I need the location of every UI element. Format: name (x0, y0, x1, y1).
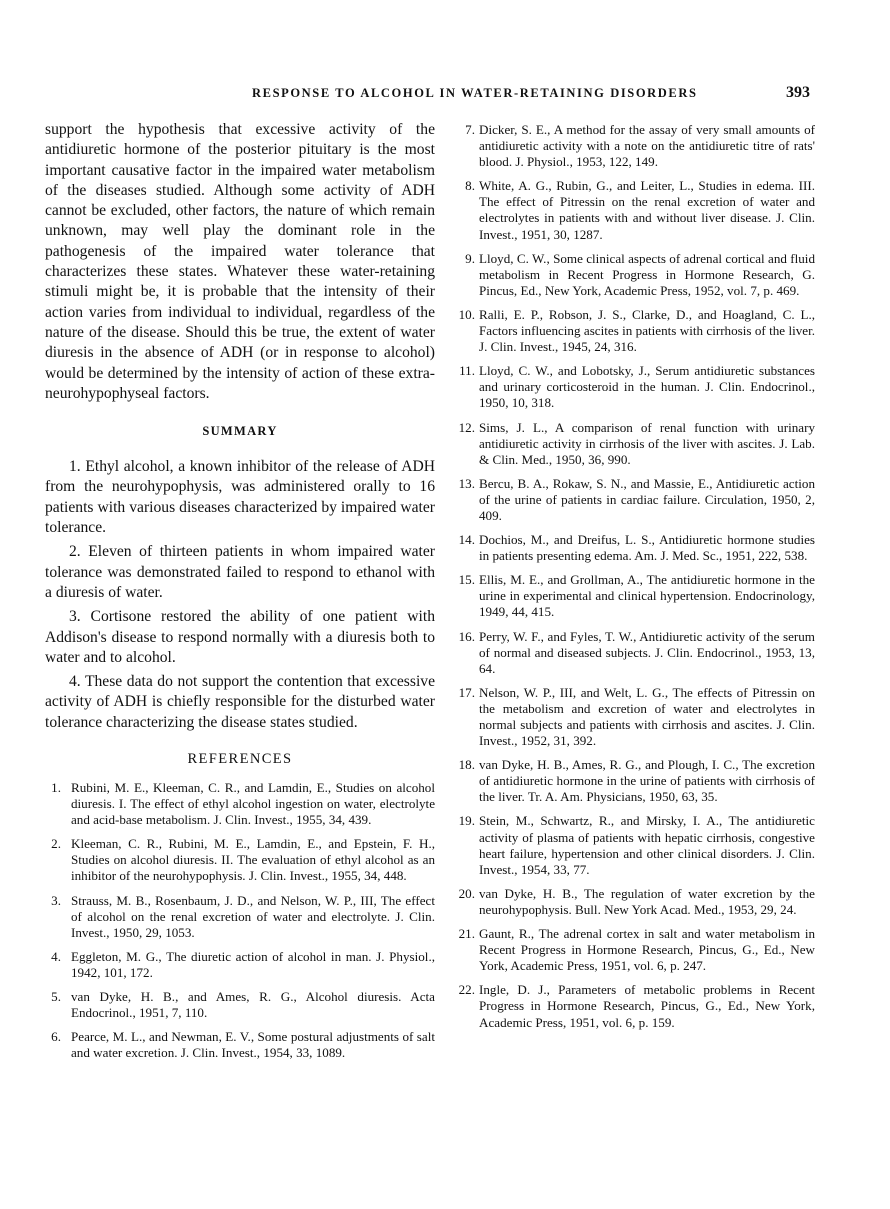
reference-item (453, 629, 815, 677)
reference-number: 2. (51, 836, 61, 852)
reference-list-left (45, 780, 435, 1061)
references-heading: REFERENCES (187, 751, 293, 768)
reference-text: White, A. G., Rubin, G., and Leiter, L., Studies in edema. III. The effect of Pitressin on the renal excretion of water and electrolytes in patients with and without liver disease. J. Clin. Invest., 1951, 30, 1287. (479, 178, 815, 242)
reference-item (453, 886, 815, 918)
reference-item (453, 757, 815, 805)
reference-item (453, 685, 815, 749)
reference-number: 16. (458, 628, 475, 644)
reference-text: van Dyke, H. B., and Ames, R. G., Alcohol diuresis. Acta Endocrinol., 1951, 7, 110. (71, 989, 435, 1021)
reference-item (453, 532, 815, 564)
reference-item (453, 307, 815, 355)
reference-text: Kleeman, C. R., Rubini, M. E., Lamdin, E., and Epstein, F. H., Studies on alcohol diuresis. II. The evaluation of ethyl alcohol as an inhibitor of the neurohypophysis. J. Clin. Invest., 1955, 34, 448. (71, 836, 435, 884)
reference-number: 6. (51, 1029, 61, 1045)
reference-text: van Dyke, H. B., Ames, R. G., and Plough, I. C., The excretion of antidiuretic hormone in the urine of patients with cirrhosis of the liver. Tr. A. Am. Physicians, 1950, 63, 35. (479, 757, 815, 805)
summary-heading: SUMMARY (202, 424, 278, 439)
reference-item (453, 363, 815, 411)
reference-item (45, 780, 435, 828)
reference-text: van Dyke, H. B., The regulation of water excretion by the neurohypophysis. Bull. New York Acad. Med., 1953, 29, 24. (479, 885, 815, 917)
summary-item-2: 2. Eleven of thirteen patients in whom impaired water tolerance was demonstrated failed to respond to ethanol with a diuresis of water. (45, 543, 435, 601)
reference-number: 20. (458, 885, 475, 901)
reference-item (453, 122, 815, 170)
reference-item (45, 893, 435, 941)
reference-number: 21. (458, 926, 475, 942)
reference-item (453, 420, 815, 468)
reference-number: 15. (458, 572, 475, 588)
reference-text: Gaunt, R., The adrenal cortex in salt and water metabolism in Recent Progress in Hormone Research, Pincus, G., Ed., New York, Academic Press, 1951, vol. 6, p. 247. (479, 926, 815, 974)
reference-text: Stein, M., Schwartz, R., and Mirsky, I. A., The antidiuretic activity of plasma of patients with hepatic cirrhosis, congestive heart failure, hypertension and other clinical disorders. J. Clin. Invest., 1954, 33, 77. (479, 813, 815, 877)
reference-number: 22. (458, 982, 475, 998)
reference-number: 5. (51, 989, 61, 1005)
reference-text: Perry, W. F., and Fyles, T. W., Antidiuretic activity of the serum of normal and diseased subjects. J. Clin. Endocrinol., 1953, 13, 64. (479, 628, 815, 676)
reference-number: 4. (51, 948, 61, 964)
right-column (453, 122, 815, 1039)
reference-item (453, 251, 815, 299)
reference-item (45, 836, 435, 884)
reference-number: 3. (51, 892, 61, 908)
reference-text: Nelson, W. P., III, and Welt, L. G., The effects of Pitressin on the metabolism and excretion of water and electrolytes in normal subjects and patients with cirrhosis and ascites. J. Clin. Invest., 1952, 31, 392. (479, 684, 815, 749)
reference-item (453, 178, 815, 242)
summary-item-1: 1. Ethyl alcohol, a known inhibitor of the release of ADH from the neurohypophysis, was administered orally to 16 patients with various diseases characterized by impaired water tolerance. (45, 458, 435, 537)
reference-text: Dochios, M., and Dreifus, L. S., Antidiuretic hormone studies in patients presenting edema. Am. J. Med. Sc., 1951, 222, 538. (479, 532, 815, 564)
reference-number: 10. (458, 306, 475, 322)
reference-text: Dicker, S. E., A method for the assay of very small amounts of antidiuretic activity with a note on the antidiuretic titre of rats' blood. J. Physiol., 1953, 122, 149. (479, 122, 815, 170)
reference-number: 1. (51, 780, 61, 796)
reference-number: 17. (458, 684, 475, 700)
reference-list-right (453, 122, 815, 1031)
reference-item (453, 476, 815, 524)
left-column (45, 120, 435, 1069)
reference-item (45, 989, 435, 1021)
running-title: RESPONSE TO ALCOHOL IN WATER-RETAINING DISORDERS (252, 86, 698, 100)
reference-item (453, 813, 815, 877)
reference-text: Lloyd, C. W., Some clinical aspects of adrenal cortical and fluid metabolism in Recent Progress in Hormone Research, G. Pincus, Ed., New York, Academic Press, 1952, vol. 7, p. 469. (479, 250, 815, 298)
reference-number: 11. (459, 363, 475, 379)
reference-item (453, 572, 815, 620)
reference-number: 7. (465, 122, 475, 137)
reference-text: Pearce, M. L., and Newman, E. V., Some postural adjustments of salt and water excretion. J. Clin. Invest., 1954, 33, 1089. (71, 1029, 435, 1061)
reference-text: Eggleton, M. G., The diuretic action of alcohol in man. J. Physiol., 1942, 101, 172. (71, 948, 435, 980)
reference-text: Sims, J. L., A comparison of renal function with urinary antidiuretic activity in cirrhosis of the liver with ascites. J. Lab. & Clin. Med., 1950, 36, 990. (479, 419, 815, 467)
reference-text: Bercu, B. A., Rokaw, S. N., and Massie, E., Antidiuretic action of the urine of patients in cardiac failure. Circulation, 1950, 2, 409. (479, 475, 815, 523)
summary-item-3: 3. Cortisone restored the ability of one patient with Addison's disease to respond normally with a diuresis both to water and to alcohol. (45, 608, 435, 666)
reference-number: 18. (458, 757, 475, 773)
page-number: 393 (786, 84, 810, 101)
reference-number: 19. (458, 813, 475, 829)
body-paragraph: support the hypothesis that excessive activity of the antidiuretic hormone of the posterior pituitary is the most important causative factor in the impaired water metabolism of the diseases studied. Although some activity of ADH cannot be excluded, other factors, the nature of which remain unknown, may well play the dominant role in the pathogenesis of the impaired water tolerance that characterizes these states. Whatever these water-retaining stimuli might be, it is probable that the intensity of their action varies from individual to individual, regardless of the nature of the disease. Should this be true, the extent of water diuresis in the absence of ADH (or in response to alcohol) would be determined by the intensity of action of these extra-neurohypophyseal factors. (45, 121, 435, 402)
reference-number: 12. (458, 419, 475, 435)
reference-text: Ellis, M. E., and Grollman, A., The antidiuretic hormone in the urine in experimental and clinical hypertension. Endocrinology, 1949, 44, 415. (479, 572, 815, 620)
reference-number: 14. (458, 532, 475, 548)
reference-item (453, 982, 815, 1030)
reference-text: Rubini, M. E., Kleeman, C. R., and Lamdin, E., Studies on alcohol diuresis. I. The effect of ethyl alcohol ingestion on water, electrolyte and acid-base metabolism. J. Clin. Invest., 1955, 34, 439. (71, 780, 435, 828)
reference-item (453, 926, 815, 974)
reference-item (45, 949, 435, 981)
reference-number: 13. (458, 475, 475, 491)
reference-text: Ingle, D. J., Parameters of metabolic problems in Recent Progress in Hormone Research, Pincus, G., Ed., New York, Academic Press, 1951, vol. 6, p. 159. (479, 982, 815, 1030)
reference-number: 8. (465, 178, 475, 194)
summary-item-4: 4. These data do not support the contention that excessive activity of ADH is chiefly responsible for the disturbed water tolerance characterizing the disease states studied. (45, 673, 435, 731)
reference-item (45, 1029, 435, 1061)
reference-text: Lloyd, C. W., and Lobotsky, J., Serum antidiuretic substances and urinary corticosteroid in the human. J. Clin. Endocrinol., 1950, 10, 318. (479, 363, 815, 411)
running-header (0, 84, 890, 108)
reference-text: Strauss, M. B., Rosenbaum, J. D., and Nelson, W. P., III, The effect of alcohol on the renal excretion of water and electrolyte. J. Clin. Invest., 1950, 29, 1053. (71, 892, 435, 940)
reference-number: 9. (465, 250, 475, 266)
reference-text: Ralli, E. P., Robson, J. S., Clarke, D., and Hoagland, C. L., Factors influencing ascites in patients with cirrhosis of the liver. J. Clin. Invest., 1945, 24, 316. (479, 306, 815, 355)
